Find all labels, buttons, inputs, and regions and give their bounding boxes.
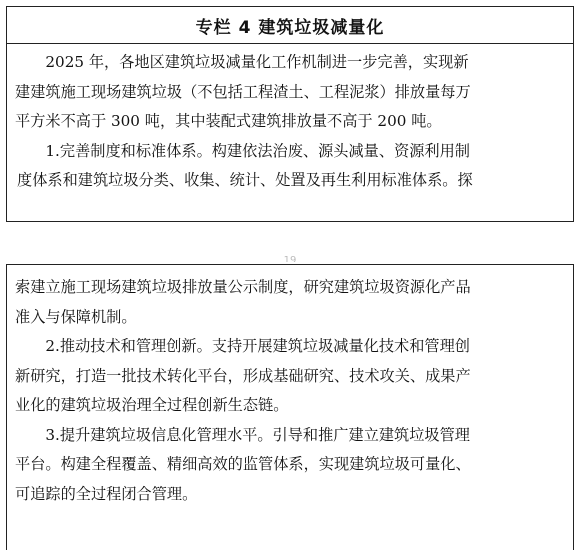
text-line: 2025 年，各地区建筑垃圾减量化工作机制进一步完善，实现新 bbox=[45, 53, 469, 71]
text-line: 2.推动技术和管理创新。支持开展建筑垃圾减量化技术和管理创 bbox=[45, 337, 470, 355]
text-line: 准入与保障机制。 bbox=[15, 307, 137, 326]
paragraph-goal bbox=[15, 48, 565, 78]
paragraph-goal-cont bbox=[15, 78, 565, 137]
item-1-continued bbox=[15, 273, 565, 332]
page-number: 19 bbox=[283, 255, 297, 262]
text-line: 索建立施工现场建筑垃圾排放量公示制度，研究建筑垃圾资源化产品 bbox=[15, 278, 471, 296]
text-line: 可追踪的全过程闭合管理。 bbox=[15, 484, 198, 503]
item-3-cont bbox=[15, 450, 565, 509]
text-line: 业化的建筑垃圾治理全过程创新生态链。 bbox=[15, 396, 289, 414]
column-title: 专栏 4 建筑垃圾减量化 bbox=[195, 17, 385, 38]
column-box-bottom bbox=[6, 264, 574, 550]
column-box-top bbox=[6, 6, 574, 222]
column-body-bottom bbox=[7, 265, 573, 509]
item-1-cont bbox=[15, 166, 565, 196]
column-body-top bbox=[7, 44, 573, 196]
text-line: 新研究，打造一批技术转化平台，形成基础研究、技术攻关、成果产 bbox=[15, 366, 471, 385]
text-line: 平方米不高于 300 吨，其中装配式建筑排放量不高于 200 吨。 bbox=[15, 112, 442, 130]
item-2 bbox=[15, 332, 565, 362]
text-line: 度体系和建筑垃圾分类、收集、统计、处置及再生利用标准体系。探 bbox=[17, 171, 473, 189]
item-1 bbox=[15, 137, 565, 167]
column-header bbox=[7, 7, 573, 44]
text-line: 1.完善制度和标准体系。构建依法治废、源头减量、资源利用制 bbox=[45, 141, 470, 160]
text-line: 平台。构建全程覆盖、精细高效的监管体系，实现建筑垃圾可量化、 bbox=[15, 455, 471, 473]
text-line: 3.提升建筑垃圾信息化管理水平。引导和推广建立建筑垃圾管理 bbox=[45, 425, 470, 444]
item-2-cont bbox=[15, 362, 565, 421]
text-line: 建建筑施工现场建筑垃圾（不包括工程渣土、工程泥浆）排放量每万 bbox=[15, 82, 471, 101]
item-3 bbox=[15, 421, 565, 451]
